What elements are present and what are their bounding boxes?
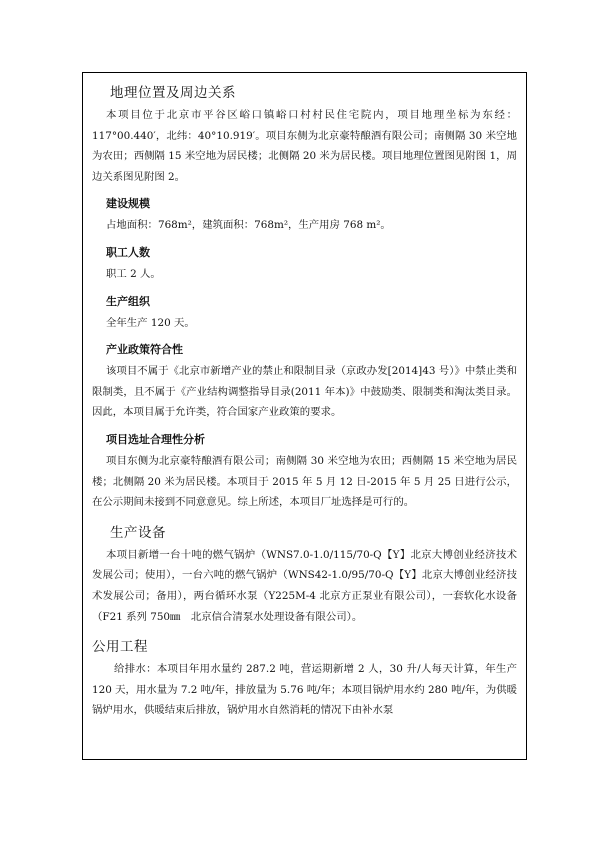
section-text-utilities: 给排水：本项目年用水量约 287.2 吨，营运期新增 2 人，30 升/人每天计算，年生产 120 天，用水量为 7.2 吨/年，排放量为 5.76 吨/年；本项目锅炉用水约 280 吨/年，为供暖锅炉用水，供暖结束后排放，锅炉用水自然消耗的情况下由补水泵 — [92, 663, 517, 717]
section-title-utilities: 公用工程 — [92, 639, 148, 656]
section-title-equipment: 生产设备 — [110, 524, 166, 541]
section-title-staff: 职工人数 — [106, 245, 150, 259]
section-text-equipment: 本项目新增一台十吨的燃气锅炉（WNS7.0-1.0/115/70-Q【Y】北京大博创业经济技术发展公司；使用），一台六吨的燃气锅炉（WNS42-1.0/95/70-Q【Y】北京大博创业经济技术发展公司；备用），两台循环水泵（Y225M-4 北京方正泵业有限公司），一套软化水设备（F21 系列 750㎜ 北京信合清泵水处理设备有限公司）。 — [92, 548, 517, 623]
section-title-location: 地理位置及周边关系 — [110, 85, 236, 101]
section-text-staff: 职工 2 人。 — [106, 267, 161, 280]
section-title-scale: 建设规模 — [106, 197, 150, 211]
section-title-siting: 项目选址合理性分析 — [106, 432, 205, 446]
section-title-production: 生产组织 — [106, 294, 150, 308]
document-content — [83, 73, 526, 721]
section-text-policy: 该项目不属于《北京市新增产业的禁止和限制目录（京政办发[2014]43 号）》中禁止类和限制类，且不属于《产业结构调整指导目录(2011 年本)》中鼓励类、限制类和淘汰类目录。因此，本项目属于允许类，符合国家产业政策的要求。 — [92, 365, 517, 419]
document-frame — [82, 72, 527, 760]
section-title-policy: 产业政策符合性 — [106, 343, 183, 357]
section-text-production: 全年生产 120 天。 — [106, 316, 195, 329]
section-text-scale: 占地面积：768m²，建筑面积：768m²，生产用房 768 m²。 — [106, 219, 391, 232]
section-text-location: 本项目位于北京市平谷区峪口镇峪口村村民住宅院内，项目地理坐标为东经：117°00.440′，北纬：40°10.919′。项目东侧为北京豪特酿酒有限公司；南侧隔 30 米空地为农田；西侧隔 15 米空地为居民楼；北侧隔 20 米为居民楼。项目地理位置图见附图 1，周边关系图见附图 2。 — [92, 109, 517, 183]
section-text-siting: 项目东侧为北京豪特酿酒有限公司；南侧隔 30 米空地为农田；西侧隔 15 米空地为居民楼；北侧隔 20 米为居民楼。本项目于 2015 年 5 月 12 日-2015 年 5 月 25 日进行公示，在公示期间未接到不同意意见。综上所述，本项目厂址选择是可行的。 — [92, 454, 517, 509]
